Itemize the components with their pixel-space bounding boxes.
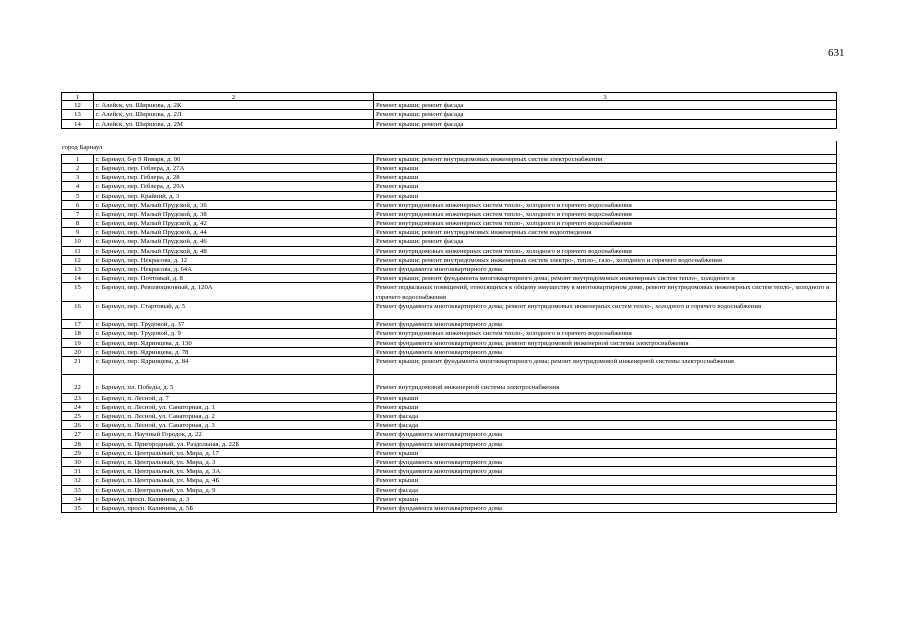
- row-number: 18: [61, 329, 94, 338]
- row-address: г. Барнаул, просп. Калинина, д. 3: [94, 495, 374, 504]
- row-number: 33: [61, 486, 94, 495]
- header-col-1: 1: [61, 92, 94, 101]
- row-number: 21: [61, 357, 94, 375]
- row-number: 1: [61, 155, 94, 164]
- row-number: 22: [61, 375, 94, 393]
- row-address: г. Барнаул, пер. Малый Прудской, д. 42: [94, 219, 374, 228]
- row-works: Ремонт фундамента многоквартирного дома: [374, 320, 837, 329]
- row-works: Ремонт фундамента многоквартирного дома; ремонт внутридомовых инженерных систем тепло-, холодного и горячего водоснабжения: [374, 302, 837, 320]
- row-works: Ремонт крыши; ремонт фасада: [374, 110, 837, 119]
- table-row: [61, 486, 837, 495]
- row-works: Ремонт внутридомовой инженерной системы электроснабжения: [374, 375, 837, 393]
- row-works: Ремонт фундамента многоквартирного дома: [374, 348, 837, 357]
- row-address: г. Барнаул, пер. Крайний, д. 3: [94, 192, 374, 201]
- row-works: Ремонт внутридомовых инженерных систем тепло-, холодного и горячего водоснабжения: [374, 247, 837, 256]
- table-row: [61, 403, 837, 412]
- table-row: [61, 110, 837, 119]
- row-number: 24: [61, 403, 94, 412]
- row-works: Ремонт крыши; ремонт фундамента многоквартирного дома; ремонт внутридомовой инженерной системы электроснабжения: [374, 357, 837, 375]
- table-row: [61, 302, 837, 320]
- row-works: Ремонт фасада: [374, 486, 837, 495]
- row-works: Ремонт крыши: [374, 495, 837, 504]
- row-number: 14: [61, 274, 94, 283]
- row-number: 3: [61, 173, 94, 182]
- row-number: 9: [61, 228, 94, 237]
- row-works: Ремонт крыши; ремонт фасада: [374, 101, 837, 110]
- row-works: Ремонт крыши; ремонт фундамента многоквартирного дома; ремонт внутридомовых инженерных систем тепло-, холодного и: [374, 274, 837, 283]
- row-address: г. Барнаул, пер. Геблера, д. 29А: [94, 182, 374, 191]
- table-row: [61, 274, 837, 283]
- row-number: 28: [61, 440, 94, 449]
- table-row: [61, 449, 837, 458]
- row-works: Ремонт крыши; ремонт внутридомовых инженерных систем электро-, тепло-, газо-, холодного и горячего водоснабжения: [374, 256, 837, 265]
- top-rows-group: [61, 101, 837, 129]
- table-row: [61, 192, 837, 201]
- row-works: Ремонт крыши; ремонт внутридомовых инженерных систем электроснабжения: [374, 155, 837, 164]
- table-row: [61, 210, 837, 219]
- row-works: Ремонт фундамента многоквартирного дома: [374, 504, 837, 513]
- row-number: 34: [61, 495, 94, 504]
- table-row: [61, 394, 837, 403]
- table-row: [61, 120, 837, 129]
- table-row: [61, 339, 837, 348]
- table-row: [61, 247, 837, 256]
- table-row: [61, 504, 837, 513]
- section-gap: [61, 129, 837, 141]
- row-address: г. Барнаул, пер. Революционный, д. 120А: [94, 283, 374, 301]
- row-address: г. Барнаул, п. Центральный, ул. Мира, д. 4Б: [94, 476, 374, 485]
- row-address: г. Барнаул, пер. Геблера, д. 27А: [94, 164, 374, 173]
- row-address: г. Барнаул, п. Пригородный, ул. Раздольная, д. 22Б: [94, 440, 374, 449]
- row-number: 27: [61, 430, 94, 439]
- row-address: г. Барнаул, пер. Ядринцева, д. 78: [94, 348, 374, 357]
- row-number: 16: [61, 302, 94, 320]
- row-address: г. Барнаул, пер. Малый Прудской, д. 38: [94, 210, 374, 219]
- row-works: Ремонт фасада: [374, 421, 837, 430]
- row-number: 5: [61, 192, 94, 201]
- row-number: 25: [61, 412, 94, 421]
- row-address: г. Барнаул, пер. Малый Прудской, д. 48: [94, 247, 374, 256]
- row-address: г. Барнаул, пер. Малый Прудской, д. 36: [94, 201, 374, 210]
- row-number: 13: [61, 110, 94, 119]
- table-row: [61, 458, 837, 467]
- table-row: [61, 283, 837, 301]
- row-number: 31: [61, 467, 94, 476]
- row-address: г. Барнаул, пл. Победы, д. 5: [94, 375, 374, 393]
- row-address: г. Барнаул, п. Центральный, ул. Мира, д. 3: [94, 458, 374, 467]
- row-address: г. Барнаул, б-р 9 Января, д. 90: [94, 155, 374, 164]
- row-works: Ремонт крыши: [374, 476, 837, 485]
- table-row: [61, 467, 837, 476]
- table-row: [61, 348, 837, 357]
- row-address: г. Барнаул, пер. Почтовый, д. 8: [94, 274, 374, 283]
- row-number: 12: [61, 101, 94, 110]
- row-works: Ремонт крыши; ремонт внутридомовых инженерных систем водоотведения: [374, 228, 837, 237]
- row-number: 17: [61, 320, 94, 329]
- row-works: Ремонт внутридомовых инженерных систем тепло-, холодного и горячего водоснабжения: [374, 201, 837, 210]
- row-number: 4: [61, 182, 94, 191]
- row-address: г. Барнаул, п. Лесной, ул. Санаторная, д. 2: [94, 412, 374, 421]
- page-number: 631: [828, 47, 845, 59]
- row-address: г. Барнаул, просп. Калинина, д. 5Б: [94, 504, 374, 513]
- row-address: г. Барнаул, пер. Некрасова, д. 12: [94, 256, 374, 265]
- row-works: Ремонт внутридомовых инженерных систем тепло-, холодного и горячего водоснабжения: [374, 329, 837, 338]
- table-row: [61, 237, 837, 246]
- row-address: г. Барнаул, п. Лесной, ул. Санаторная, д. 3: [94, 421, 374, 430]
- row-number: 8: [61, 219, 94, 228]
- table-header-row: [61, 92, 837, 101]
- row-number: 20: [61, 348, 94, 357]
- row-address: г. Барнаул, пер. Некрасова, д. 64А: [94, 265, 374, 274]
- row-address: г. Барнаул, п. Центральный, ул. Мира, д. 17: [94, 449, 374, 458]
- row-works: Ремонт крыши: [374, 192, 837, 201]
- table-row: [61, 320, 837, 329]
- row-number: 10: [61, 237, 94, 246]
- row-number: 7: [61, 210, 94, 219]
- section-title: город Барнаул: [61, 141, 837, 155]
- row-number: 14: [61, 120, 94, 129]
- row-number: 23: [61, 394, 94, 403]
- table-row: [61, 357, 837, 375]
- row-number: 29: [61, 449, 94, 458]
- table-row: [61, 228, 837, 237]
- table-row: [61, 430, 837, 439]
- row-works: Ремонт фундамента многоквартирного дома: [374, 458, 837, 467]
- row-works: Ремонт внутридомовых инженерных систем тепло-, холодного и горячего водоснабжения: [374, 219, 837, 228]
- table-row: [61, 219, 837, 228]
- row-address: г. Барнаул, п. Центральный, ул. Мира, д. 9: [94, 486, 374, 495]
- row-address: г. Барнаул, пер. Трудовой, д. 37: [94, 320, 374, 329]
- row-works: Ремонт фасада: [374, 412, 837, 421]
- row-address: г. Барнаул, пер. Ядринцева, д. 84: [94, 357, 374, 375]
- row-works: Ремонт крыши; ремонт фасада: [374, 120, 837, 129]
- row-address: г. Барнаул, п. Научный Городок, д. 22: [94, 430, 374, 439]
- row-works: Ремонт фундамента многоквартирного дома: [374, 440, 837, 449]
- row-address: г. Барнаул, пер. Малый Прудской, д. 46: [94, 237, 374, 246]
- row-works: Ремонт подвальных помещений, относящихся к общему имуществу в многоквартирном доме, ремонт внутридомовых инженерных систем тепло-, холодного и горячего водоснабжения: [374, 283, 837, 301]
- table-row: [61, 329, 837, 338]
- table-row: [61, 164, 837, 173]
- row-works: Ремонт крыши: [374, 449, 837, 458]
- table-row: [61, 101, 837, 110]
- table-row: [61, 476, 837, 485]
- table-row: [61, 440, 837, 449]
- main-rows-group: [61, 155, 837, 513]
- row-works: Ремонт крыши: [374, 173, 837, 182]
- table-row: [61, 173, 837, 182]
- row-works: Ремонт крыши: [374, 182, 837, 191]
- table-row: [61, 256, 837, 265]
- row-address: г. Барнаул, пер. Ядринцева, д. 130: [94, 339, 374, 348]
- row-address: г. Алейск, ул. Ширшова, д. 2К: [94, 101, 374, 110]
- row-number: 32: [61, 476, 94, 485]
- row-works: Ремонт фундамента многоквартирного дома: [374, 467, 837, 476]
- table-row: [61, 265, 837, 274]
- row-address: г. Алейск, ул. Ширшова, д. 2Л: [94, 110, 374, 119]
- row-works: Ремонт крыши: [374, 403, 837, 412]
- row-works: Ремонт крыши: [374, 394, 837, 403]
- row-number: 6: [61, 201, 94, 210]
- row-number: 15: [61, 283, 94, 301]
- row-number: 30: [61, 458, 94, 467]
- table-row: [61, 421, 837, 430]
- row-address: г. Барнаул, п. Лесной, д. 7: [94, 394, 374, 403]
- row-number: 11: [61, 247, 94, 256]
- row-number: 13: [61, 265, 94, 274]
- row-works: Ремонт фундамента многоквартирного дома: [374, 430, 837, 439]
- row-address: г. Барнаул, пер. Геблера, д. 28: [94, 173, 374, 182]
- table-row: [61, 375, 837, 393]
- table-row: [61, 182, 837, 191]
- header-col-2: 2: [94, 92, 374, 101]
- row-address: г. Барнаул, п. Центральный, ул. Мира, д. 3А: [94, 467, 374, 476]
- row-works: Ремонт фундамента многоквартирного дома: [374, 265, 837, 274]
- table-row: [61, 201, 837, 210]
- table-row: [61, 412, 837, 421]
- row-number: 19: [61, 339, 94, 348]
- row-address: г. Барнаул, п. Лесной, ул. Санаторная, д. 1: [94, 403, 374, 412]
- row-number: 26: [61, 421, 94, 430]
- row-works: Ремонт крыши: [374, 164, 837, 173]
- row-number: 35: [61, 504, 94, 513]
- header-col-3: 3: [374, 92, 837, 101]
- row-number: 2: [61, 164, 94, 173]
- row-works: Ремонт крыши; ремонт фасада: [374, 237, 837, 246]
- row-address: г. Барнаул, пер. Малый Прудской, д. 44: [94, 228, 374, 237]
- row-address: г. Алейск, ул. Ширшова, д. 2М: [94, 120, 374, 129]
- row-address: г. Барнаул, пер. Стартовый, д. 5: [94, 302, 374, 320]
- table-row: [61, 495, 837, 504]
- table-row: [61, 155, 837, 164]
- row-number: 12: [61, 256, 94, 265]
- row-works: Ремонт внутридомовых инженерных систем тепло-, холодного и горячего водоснабжения: [374, 210, 837, 219]
- row-address: г. Барнаул, пер. Трудовой, д. 9: [94, 329, 374, 338]
- works-table: [61, 92, 837, 513]
- row-works: Ремонт фундамента многоквартирного дома; ремонт внутридомовой инженерной системы электроснабжения: [374, 339, 837, 348]
